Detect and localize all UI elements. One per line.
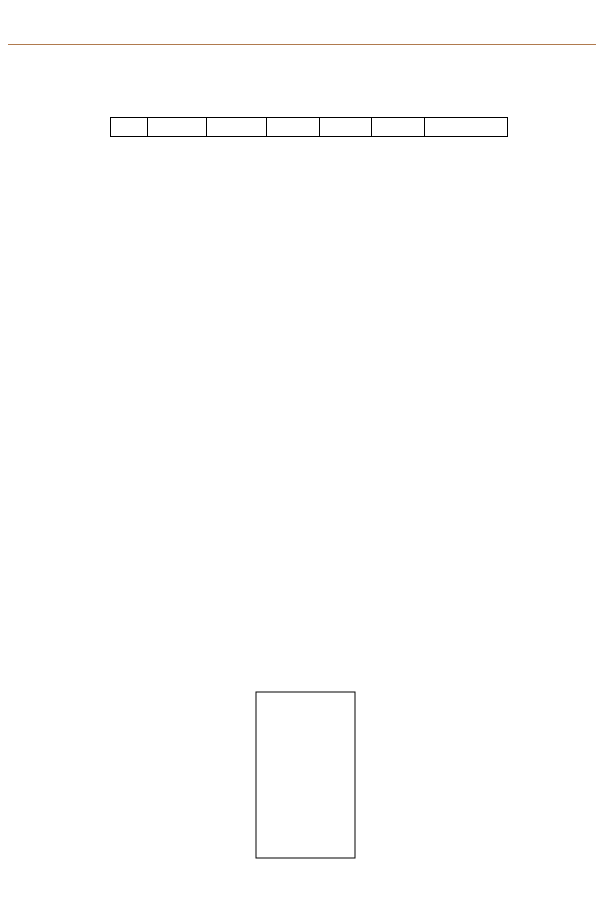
chip-body [256,692,355,858]
